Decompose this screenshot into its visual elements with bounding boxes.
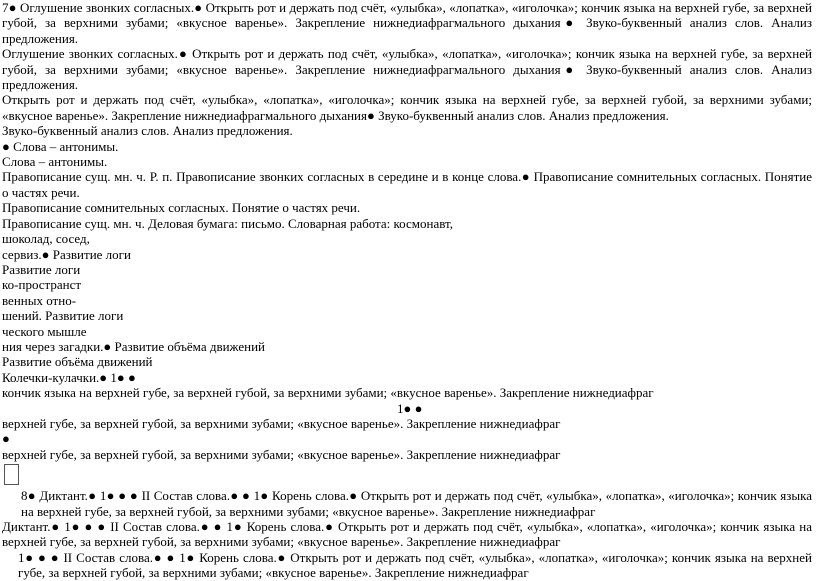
text-line: ния через загадки.● Развитие объёма движений — [2, 338, 266, 354]
text-line: шений. Развитие логи — [2, 308, 124, 324]
text-line: кончик языка на верхней губе, за верхней губой, за верхними зубами; «вкусное варенье». Закрепление нижнедиафраг — [2, 385, 654, 401]
text-line: ческого мышле — [2, 323, 87, 339]
text-line: 1● ● — [397, 400, 423, 416]
text-line: Правописание сущ. мн. ч. Деловая бумага: письмо. Словарная работа: космонавт, — [2, 215, 454, 231]
text-line: ● Слова – антонимы. — [2, 138, 119, 154]
text-line: верхней губе, за верхней губой, за верхними зубами; «вкусное варенье». Закрепление нижнедиафраг — [2, 446, 561, 462]
text-line: Развитие логи — [2, 261, 81, 277]
text-line: сервиз.● Развитие логи — [2, 246, 131, 262]
paragraph-2: Оглушение звонких согласных.● Открыть рот и держать под счёт, «улыбка», «лопатка», «иголочка»; кончик языка на верхней губе, за верхней губой, за верхними зубами; «вкусное варенье». Закрепление нижнедиафрагмального дыхания● Звуко-буквенный анализ слов. Анализ предложения. — [2, 46, 812, 93]
text-line: шоколад, сосед, — [2, 231, 90, 247]
paragraph-composition: 1● ● ● II Состав слова.● ● 1● Корень слова.● Открыть рот и держать под счёт, «улыбка», «лопатка», «иголочка»; кончик языка на верхней губе, за верхней губой, за верхними зубами; «вкусное варенье». Закрепление нижнедиафраг — [18, 549, 812, 581]
paragraph-3: Открыть рот и держать под счёт, «улыбка», «лопатка», «иголочка»; кончик языка на верхней губе, за верхней губой, за верхними зубами; «вкусное варенье». Закрепление нижнедиафрагмального дыхания● Звуко-буквенный анализ слов. Анализ предложения. — [2, 92, 812, 123]
paragraph-spelling: Правописание сущ. мн. ч. Р. п. Правописание звонких согласных в середине и в конце слова.● Правописание сомнительных согласных. Понятие о частях речи. — [2, 169, 812, 200]
text-line: Развитие объёма движений — [2, 354, 153, 370]
text-line: Звуко-буквенный анализ слов. Анализ предложения. — [2, 123, 293, 139]
text-line: Правописание сомнительных согласных. Понятие о частях речи. — [2, 200, 361, 216]
text-line: Слова – антонимы. — [2, 154, 108, 170]
text-line: Колечки-кулачки.● 1● ● — [2, 369, 136, 385]
text-line: верхней губе, за верхней губой, за верхними зубами; «вкусное варенье». Закрепление нижнедиафраг — [2, 415, 561, 431]
text-line: ко-пространст — [2, 277, 82, 293]
text-line: венных отно- — [2, 292, 77, 308]
paragraph-8: 8● Диктант.● 1● ● ● II Состав слова.● ● 1● Корень слова.● Открыть рот и держать под счёт, «улыбка», «лопатка», «иголочка»; кончик языка на верхней губе, за верхней губой, за верхними зубами; «вкусное варенье». Закрепление нижнедиафраг — [21, 488, 812, 519]
paragraph-dictation: Диктант.● 1● ● ● II Состав слова.● ● 1● Корень слова.● Открыть рот и держать под счёт, «улыбка», «лопатка», «иголочка»; кончик языка на верхней губе, за верхней губой, за верхними зубами; «вкусное варенье». Закрепление нижнедиафраг — [2, 519, 812, 550]
paragraph-1: 7● Оглушение звонких согласных.● Открыть рот и держать под счёт, «улыбка», «лопатка», «иголочка»; кончик языка на верхней губе, за верхней губой, за верхними зубами; «вкусное варенье». Закрепление нижнедиафрагмального дыхания● Звуко-буквенный анализ слов. Анализ предложения. — [2, 0, 812, 46]
bullet-line: ● — [2, 431, 10, 447]
table-cell-box — [4, 464, 19, 485]
